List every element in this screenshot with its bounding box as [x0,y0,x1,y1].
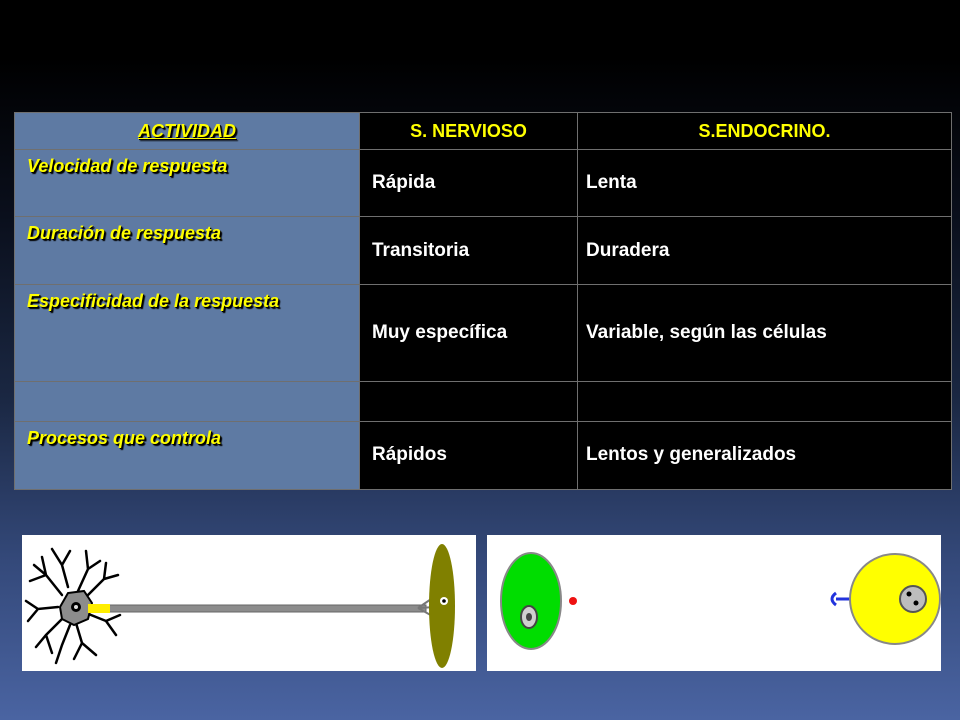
row-label: Velocidad de respuesta [15,150,360,217]
hormone [569,597,577,605]
endocrino-value: Lentos y generalizados [578,421,952,489]
nervioso-value: Rápida [360,150,578,217]
receptor [832,593,851,605]
table-row-empty [15,381,952,421]
table-row [15,150,952,217]
comparison-table [14,112,952,490]
table-row [15,421,952,489]
endocrine-cell [501,553,561,649]
axon [90,605,426,612]
nervioso-value: Muy específica [360,285,578,381]
row-label: Procesos que controla [15,421,360,489]
target-nucleus [900,586,926,612]
table-row [15,285,952,381]
table-header-row [15,113,952,150]
row-label [15,381,360,421]
row-label: Duración de respuesta [15,217,360,285]
endocrino-value: Duradera [578,217,952,285]
neuron-illustration [22,535,476,671]
nervioso-value [360,381,578,421]
endocrine-illustration [487,535,941,671]
table-row [15,217,952,285]
endocrino-value: Lenta [578,150,952,217]
header-endocrino: S.ENDOCRINO. [578,113,952,150]
nervioso-value: Rápidos [360,421,578,489]
nervioso-value: Transitoria [360,217,578,285]
endocrino-value [578,381,952,421]
endocrino-value: Variable, según las células [578,285,952,381]
axon-hillock [88,604,110,613]
target-cell [429,544,455,668]
header-actividad: ACTIVIDAD [15,113,360,150]
row-label: Especificidad de la respuesta [15,285,360,381]
header-nervioso: S. NERVIOSO [360,113,578,150]
